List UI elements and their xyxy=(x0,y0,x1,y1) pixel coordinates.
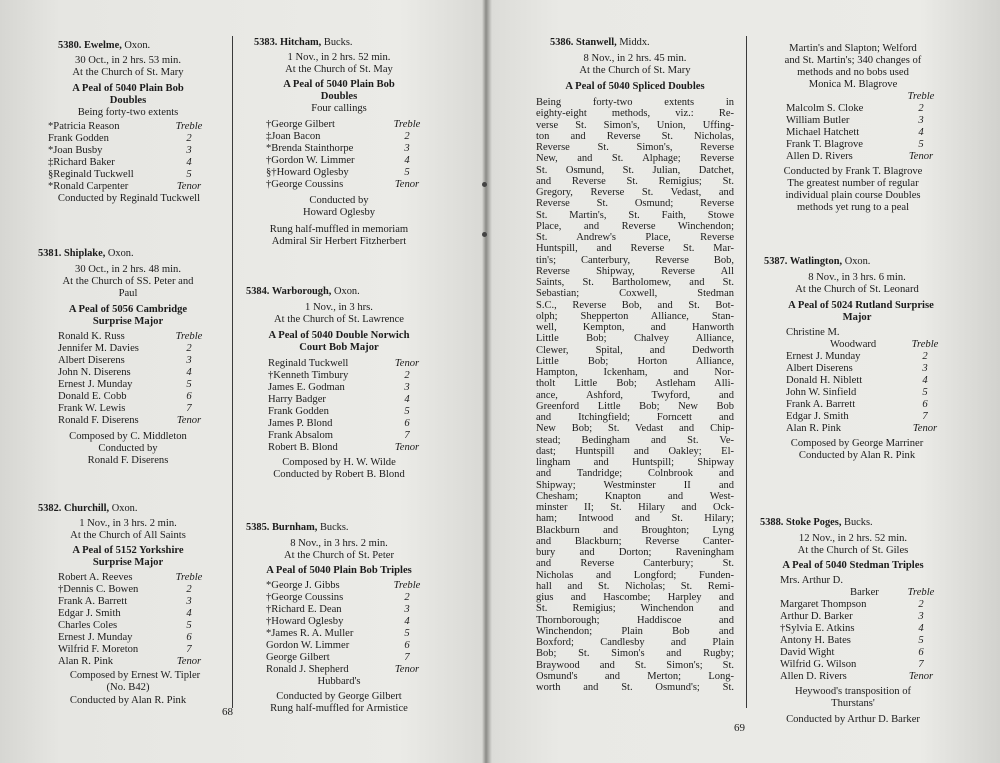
peal-title: A Peal of 5040 Plain Bob xyxy=(72,83,184,94)
methods-line: Saints, St. Bartholomew, and St. xyxy=(536,277,734,288)
peal-5384 xyxy=(246,286,432,481)
peal-title: A Peal of 5152 Yorkshire xyxy=(72,545,184,556)
peal-heading: 5387. Watlington, Oxon. xyxy=(764,256,871,267)
methods-line: lingham and Huntspill; Shipway xyxy=(536,457,734,468)
methods-line: and Reverse Canterbury; St. xyxy=(536,558,734,570)
peal-method-note: Four callings xyxy=(311,103,367,114)
band-row: Edgar J. Smith 4 xyxy=(58,608,192,619)
band-row: Frank W. Lewis 7 xyxy=(58,403,192,414)
peal-composer: Composed by Ernest W. Tipler xyxy=(69,670,201,681)
right-column-divider xyxy=(746,36,747,708)
methods-continued: methods and no bobs used xyxy=(797,67,909,78)
peal-church: At the Church of St. Lawrence xyxy=(273,314,405,325)
peal-note: individual plain course Doubles xyxy=(785,190,921,201)
methods-line: Osmund's and Merton; Long- xyxy=(536,670,734,682)
peal-title: A Peal of 5056 Cambridge xyxy=(68,304,188,315)
band-list xyxy=(268,358,424,454)
peal-conductor: Conducted by Alan R. Pink xyxy=(69,695,187,706)
peal-conductor: Conducted by Robert B. Blond xyxy=(273,469,405,480)
methods-line: and Reverse St. Remigius; St. xyxy=(536,175,734,187)
peal-heading: 5386. Stanwell, Middx. xyxy=(550,37,650,48)
methods-line: Gregory, Reverse St. Vedast, and xyxy=(536,187,734,198)
band-list xyxy=(780,575,938,683)
peal-title: Major xyxy=(842,312,872,323)
methods-line: and Tandridge; Colnbrook and xyxy=(536,468,734,480)
methods-line: Clewer, Spital, and Dedworth xyxy=(536,344,734,356)
band-row: Arthur D. Barker 3 xyxy=(780,611,924,622)
peal-composer: Composed by C. Middleton xyxy=(69,431,187,442)
peal-5386-continued xyxy=(760,43,946,214)
band-row: Ronald F. Diserens Tenor xyxy=(58,415,202,426)
band-row: William Butler 3 xyxy=(786,115,924,126)
peal-title: Surprise Major xyxy=(92,316,164,327)
band-row: Margaret Thompson 2 xyxy=(780,599,924,610)
band-row: †George Gilbert Treble xyxy=(266,119,421,130)
peal-5382 xyxy=(38,503,218,707)
band-row: Jennifer M. Davies 2 xyxy=(58,343,192,354)
methods-line: S.C., Reverse Bob, and St. Bot- xyxy=(536,299,734,311)
band-row: *Brenda Stainthorpe 3 xyxy=(266,143,410,154)
peal-date: 12 Nov., in 2 hrs. 52 min. xyxy=(798,533,908,544)
peal-heading: 5388. Stoke Poges, Bucks. xyxy=(760,517,873,528)
methods-line: New, and St. Alphage; Reverse xyxy=(536,153,734,165)
methods-line: Hampton, Ickenham, and Nor- xyxy=(536,367,734,378)
methods-line: Bob; St. Simon's and Rugby; xyxy=(536,648,734,660)
methods-line: Huntspill, and Reverse St. Mar- xyxy=(536,243,734,255)
band-row: §†Howard Oglesby 5 xyxy=(266,167,410,178)
methods-line: well, Kempton, and Hanworth xyxy=(536,322,734,333)
methods-line: bury and Dorton; Raveningham xyxy=(536,547,734,558)
methods-line: Reverse St. Simon's, Reverse xyxy=(536,142,734,153)
band-row: George Gilbert 7 xyxy=(266,652,410,663)
peal-conductor: Conducted by Arthur D. Barker xyxy=(786,714,920,725)
band-row: †Kenneth Timbury 2 xyxy=(268,370,410,381)
peal-conductor: Conducted by Frank T. Blagrove xyxy=(783,166,923,177)
band-row: Christine M. xyxy=(786,327,840,338)
peal-church: Paul xyxy=(118,288,138,299)
band-row: Gordon W. Limmer 6 xyxy=(266,640,410,651)
band-row: Reginald Tuckwell Tenor xyxy=(268,358,420,369)
methods-line: tin's; Canterbury, Reverse Bob, xyxy=(536,254,734,266)
methods-continued: Martin's and Slapton; Welford xyxy=(789,43,917,54)
peal-conductor: Conducted by xyxy=(309,195,369,206)
methods-line: Little Bob; Chalvey Alliance, xyxy=(536,333,734,345)
peal-5388 xyxy=(760,517,946,726)
peal-5383 xyxy=(246,37,432,248)
methods-line: Reverse Shipway, Reverse All xyxy=(536,265,734,277)
band-row: Wilfrid F. Moreton 7 xyxy=(58,644,192,655)
methods-line: ton and Reverse St. Nicholas, xyxy=(536,130,734,142)
methods-line: gius and Hascombe; Harpley and xyxy=(536,592,734,603)
methods-line: St. Martin's, St. Faith, Stowe xyxy=(536,209,734,221)
band-row: †Dennis C. Bowen 2 xyxy=(58,584,192,595)
band-row: Barker Treble xyxy=(850,587,935,598)
peal-note: The greatest number of regular xyxy=(787,178,919,189)
methods-line: stead; Bedingham and St. Ve- xyxy=(536,434,734,446)
methods-line: St. Andrew's Place, Reverse xyxy=(536,232,734,243)
band-row: ‡Richard Baker 4 xyxy=(48,157,192,168)
peal-church: At the Church of All Saints xyxy=(70,530,186,541)
methods-line: Little Bob; Horton Alliance, xyxy=(536,355,734,367)
peal-date: 30 Oct., in 2 hrs. 53 min. xyxy=(75,55,181,66)
band-row: Donald H. Niblett 4 xyxy=(786,375,928,386)
band-row: †George Coussins 2 xyxy=(266,592,410,603)
peal-title: Court Bob Major xyxy=(299,342,379,353)
peal-title: A Peal of 5040 Plain Bob xyxy=(283,79,395,90)
band-row: David Wight 6 xyxy=(780,647,924,658)
peal-conductor: Conducted by Reginald Tuckwell xyxy=(57,193,201,204)
band-row: Wilfrid G. Wilson 7 xyxy=(780,659,924,670)
methods-line: St. Remigius; Winchendon and xyxy=(536,603,734,615)
peal-date: 8 Nov., in 3 hrs. 2 min. xyxy=(290,538,388,549)
band-row: †Richard E. Dean 3 xyxy=(266,604,410,615)
band-row: John W. Sinfield 5 xyxy=(786,387,928,398)
peal-5387 xyxy=(764,256,950,462)
peal-heading: 5381. Shiplake, Oxon. xyxy=(38,248,134,259)
peal-composer: Composed by H. W. Wilde xyxy=(282,457,396,468)
peal-date: 1 Nov., in 3 hrs. xyxy=(305,302,373,313)
band-row: †Gordon W. Limmer 4 xyxy=(266,155,410,166)
peal-method-note: Being forty-two extents xyxy=(77,107,179,118)
methods-line: Winchendon; Plain Bob and xyxy=(536,625,734,637)
methods-line: St. Osmund, St. Julian, Datchet, xyxy=(536,164,734,176)
band-row: Ernest J. Munday 5 xyxy=(58,379,192,390)
band-list xyxy=(48,121,206,193)
band-row: *Patricia Reason Treble xyxy=(48,121,203,132)
band-row: Albert Diserens 3 xyxy=(58,355,192,366)
band-row: †Sylvia E. Atkins 4 xyxy=(780,623,924,634)
peal-church: At the Church of St. Giles xyxy=(797,545,909,556)
peal-church: At the Church of St. Mary xyxy=(579,65,691,76)
peal-composer: Hubbard's xyxy=(317,676,361,687)
band-row: Ernest J. Munday 6 xyxy=(58,632,192,643)
band-list xyxy=(266,580,424,676)
methods-line: Being forty-two extents in xyxy=(536,97,734,108)
band-row: Frank A. Barrett 6 xyxy=(786,399,928,410)
band-list xyxy=(786,327,942,435)
peal-heading: 5383. Hitcham, Bucks. xyxy=(254,37,353,48)
methods-description xyxy=(536,97,734,693)
peal-title: Doubles xyxy=(320,91,358,102)
methods-line: eighty-eight methods, viz.: Re- xyxy=(536,108,734,120)
peal-heading: 5380. Ewelme, Oxon. xyxy=(58,40,151,51)
band-row: Treble xyxy=(907,91,935,102)
methods-line: dast; Huntspill and Oakley; El- xyxy=(536,445,734,457)
band-row: Edgar J. Smith 7 xyxy=(786,411,928,422)
peal-5381 xyxy=(38,248,218,467)
band-row: †George Coussins Tenor xyxy=(266,179,420,190)
peal-heading: 5384. Warborough, Oxon. xyxy=(246,286,360,297)
right-page-number: 69 xyxy=(734,722,745,734)
band-row: †Howard Oglesby 4 xyxy=(266,616,410,627)
peal-church: At the Church of SS. Peter and xyxy=(62,276,194,287)
band-row: ‡Joan Bacon 2 xyxy=(266,131,410,142)
peal-conductor: Conducted by Alan R. Pink xyxy=(798,450,916,461)
methods-line: Braywood and St. Simon's; St. xyxy=(536,659,734,671)
methods-line: Greenford Little Bob; New Bob xyxy=(536,400,734,412)
band-list xyxy=(786,91,938,163)
peal-composer: Thurstans' xyxy=(831,698,875,709)
band-row: *Joan Busby 3 xyxy=(48,145,192,156)
band-row: Allen D. Rivers Tenor xyxy=(780,671,934,682)
methods-line: verse St. Simon's, Union, Uffing- xyxy=(536,119,734,131)
peal-title: Surprise Major xyxy=(92,557,164,568)
band-row: Robert A. Reeves Treble xyxy=(58,572,203,583)
methods-line: Place, and Reverse Winchendon; xyxy=(536,220,734,232)
peal-date: 1 Nov., in 2 hrs. 52 min. xyxy=(287,52,391,63)
band-row: James E. Godman 3 xyxy=(268,382,410,393)
peal-conductor: Ronald F. Diserens xyxy=(87,455,169,466)
peal-title: A Peal of 5040 Stedman Triples xyxy=(782,560,924,571)
peal-note: Admiral Sir Herbert Fitzherbert xyxy=(271,236,407,247)
band-row: Ronald J. Shepherd Tenor xyxy=(266,664,420,675)
band-row: *Ronald Carpenter Tenor xyxy=(48,181,202,192)
band-row: *James R. A. Muller 5 xyxy=(266,628,410,639)
band-row: James P. Blond 6 xyxy=(268,418,410,429)
methods-line: hall and St. Nicholas; St. Remi- xyxy=(536,580,734,592)
methods-line: Blackburn and Broughton; Lyng xyxy=(536,524,734,536)
band-row: Michael Hatchett 4 xyxy=(786,127,924,138)
band-row: Alan R. Pink Tenor xyxy=(786,423,938,434)
peal-note: Rung half-muffled for Armistice xyxy=(270,703,408,714)
band-row: Robert B. Blond Tenor xyxy=(268,442,420,453)
peal-title: A Peal of 5040 Double Norwich xyxy=(268,330,410,341)
band-row: Charles Coles 5 xyxy=(58,620,192,631)
peal-5386 xyxy=(536,37,734,693)
band-row: Mrs. Arthur D. xyxy=(780,575,843,586)
methods-line: olph; Shepperton Alliance, Stan- xyxy=(536,310,734,322)
methods-line: Sebastian; Coxwell, Stedman xyxy=(536,288,734,300)
peal-heading: 5385. Burnham, Bucks. xyxy=(246,522,349,533)
band-row: John N. Diserens 4 xyxy=(58,367,192,378)
band-row: Antony H. Bates 5 xyxy=(780,635,924,646)
methods-line: Chesham; Knapton and West- xyxy=(536,490,734,502)
methods-line: ance, Ashford, Twyford, and xyxy=(536,389,734,401)
left-page-number: 68 xyxy=(222,706,233,718)
peal-church: At the Church of St. May xyxy=(285,64,393,75)
methods-line: minster II; St. Hilary and Ock- xyxy=(536,502,734,513)
band-row: Donald E. Cobb 6 xyxy=(58,391,192,402)
peal-conductor: Conducted by George Gilbert xyxy=(276,691,402,702)
methods-line: and Itchingfield; Forncett and xyxy=(536,412,734,423)
binding-mark xyxy=(482,232,487,237)
methods-line: Thornborough; Haddiscoe and xyxy=(536,614,734,626)
band-row: Frank Absalom 7 xyxy=(268,430,410,441)
peal-5380 xyxy=(38,40,218,205)
methods-line: tholt Little Bob; Astleham Alli- xyxy=(536,378,734,390)
peal-composer: Composed by George Marriner xyxy=(790,438,924,449)
band-row: Frank T. Blagrove 5 xyxy=(786,139,924,150)
band-row: §Reginald Tuckwell 5 xyxy=(48,169,192,180)
band-row: Alan R. Pink Tenor xyxy=(58,656,202,667)
peal-date: 8 Nov., in 2 hrs. 45 min. xyxy=(583,53,687,64)
band-first-name: Monica M. Blagrove xyxy=(808,79,898,90)
peal-date: 30 Oct., in 2 hrs. 48 min. xyxy=(75,264,181,275)
band-row: Frank A. Barrett 3 xyxy=(58,596,192,607)
binding-mark xyxy=(482,182,487,187)
band-row: Ernest J. Munday 2 xyxy=(786,351,928,362)
peal-church: At the Church of St. Mary xyxy=(72,67,184,78)
peal-date: 1 Nov., in 3 hrs. 2 min. xyxy=(79,518,177,529)
band-row: Albert Diserens 3 xyxy=(786,363,928,374)
methods-line: and Blackburn; Reverse Canter- xyxy=(536,535,734,547)
methods-line: Shipway; Westminster II and xyxy=(536,479,734,491)
peal-church: At the Church of St. Leonard xyxy=(795,284,919,295)
peal-title: A Peal of 5024 Rutland Surprise xyxy=(788,300,934,311)
peal-note: Rung half-muffled in memoriam xyxy=(269,224,409,235)
peal-title: A Peal of 5040 Spliced Doubles xyxy=(565,81,705,92)
peal-date: 8 Nov., in 3 hrs. 6 min. xyxy=(808,272,906,283)
methods-line: Reverse St. Osmund; Reverse xyxy=(536,198,734,210)
band-row: Frank Godden 5 xyxy=(268,406,410,417)
peal-title: Doubles xyxy=(109,95,147,106)
methods-line: ham; Intwood and St. Hilary; xyxy=(536,513,734,525)
left-column-divider xyxy=(232,36,233,708)
methods-continued: and St. Martin's; 340 changes of xyxy=(784,55,922,66)
peal-heading: 5382. Churchill, Oxon. xyxy=(38,503,138,514)
methods-line: Nicholas and Longford; Funden- xyxy=(536,569,734,581)
band-row: Woodward Treble xyxy=(830,339,939,350)
band-row: *George J. Gibbs Treble xyxy=(266,580,421,591)
band-list xyxy=(58,331,206,427)
methods-line: Boxford; Candlesby and Plain xyxy=(536,637,734,648)
methods-line: New Bob; St. Vedast and Chip- xyxy=(536,423,734,435)
peal-title: A Peal of 5040 Plain Bob Triples xyxy=(266,565,412,576)
band-list xyxy=(58,572,206,668)
peal-5385 xyxy=(246,522,432,715)
band-row: Ronald K. Russ Treble xyxy=(58,331,203,342)
peal-composer: Heywood's transposition of xyxy=(794,686,912,697)
peal-note: methods yet rung to a peal xyxy=(796,202,910,213)
peal-composer: (No. B42) xyxy=(106,682,150,693)
band-row: Malcolm S. Cloke 2 xyxy=(786,103,924,114)
peal-church: At the Church of St. Peter xyxy=(283,550,395,561)
peal-conductor: Conducted by xyxy=(98,443,158,454)
band-list xyxy=(266,119,424,191)
peal-conductor: Howard Oglesby xyxy=(302,207,376,218)
band-row: Harry Badger 4 xyxy=(268,394,410,405)
band-row: Allen D. Rivers Tenor xyxy=(786,151,934,162)
methods-line: worth and St. Osmund's; St. xyxy=(536,682,734,693)
band-row: Frank Godden 2 xyxy=(48,133,192,144)
